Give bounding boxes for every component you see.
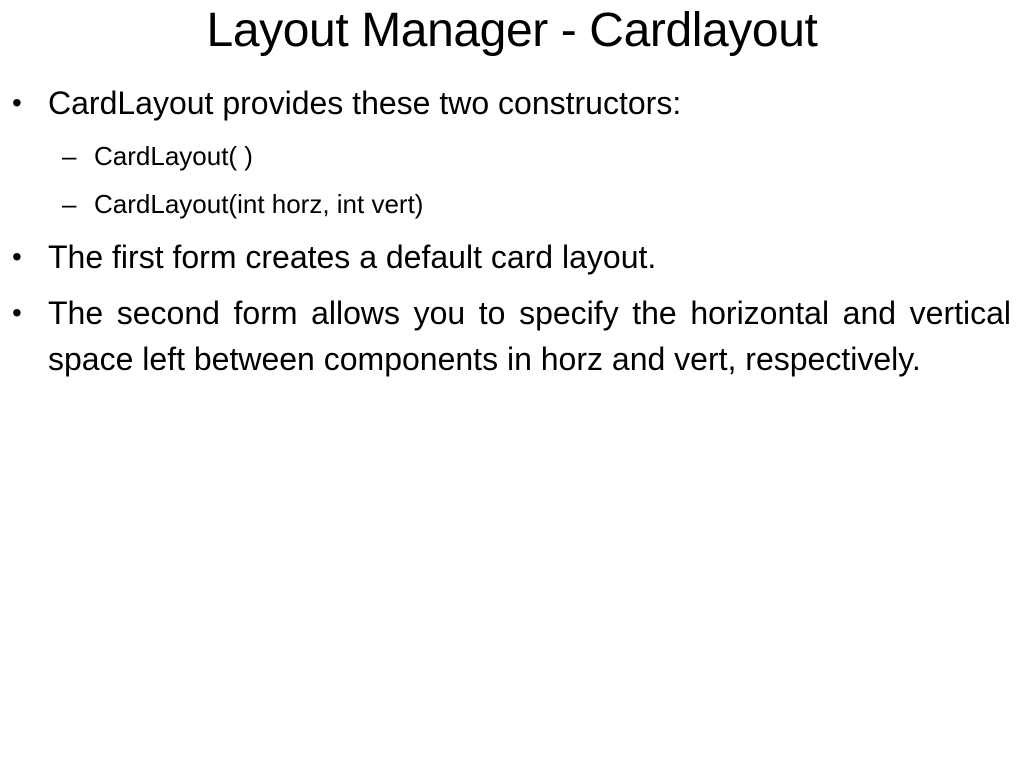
bullet-text: CardLayout provides these two constructors: — [48, 85, 682, 121]
dash-icon: – — [62, 141, 77, 171]
bullet-icon: • — [12, 241, 22, 272]
bullet-item-second-form — [12, 290, 1011, 382]
dash-icon: – — [62, 189, 77, 219]
bullet-item-first-form — [12, 234, 1011, 280]
sub-bullet-text: CardLayout( ) — [94, 141, 253, 171]
bullet-icon: • — [12, 297, 22, 328]
bullet-item-constructors — [12, 80, 1011, 126]
sub-bullet-text: CardLayout(int horz, int vert) — [94, 189, 424, 219]
slide-content — [0, 80, 1024, 382]
bullet-icon: • — [12, 87, 22, 118]
bullet-text: The first form creates a default card layout. — [48, 239, 657, 275]
sub-bullet-item-gap-constructor — [62, 184, 994, 224]
slide-title: Layout Manager - Cardlayout — [206, 4, 818, 57]
sub-bullet-item-default-constructor — [62, 136, 994, 176]
bullet-text: The second form allows you to specify the horizontal and vertical space left between components in horz and vert, respectively. — [48, 295, 1011, 377]
